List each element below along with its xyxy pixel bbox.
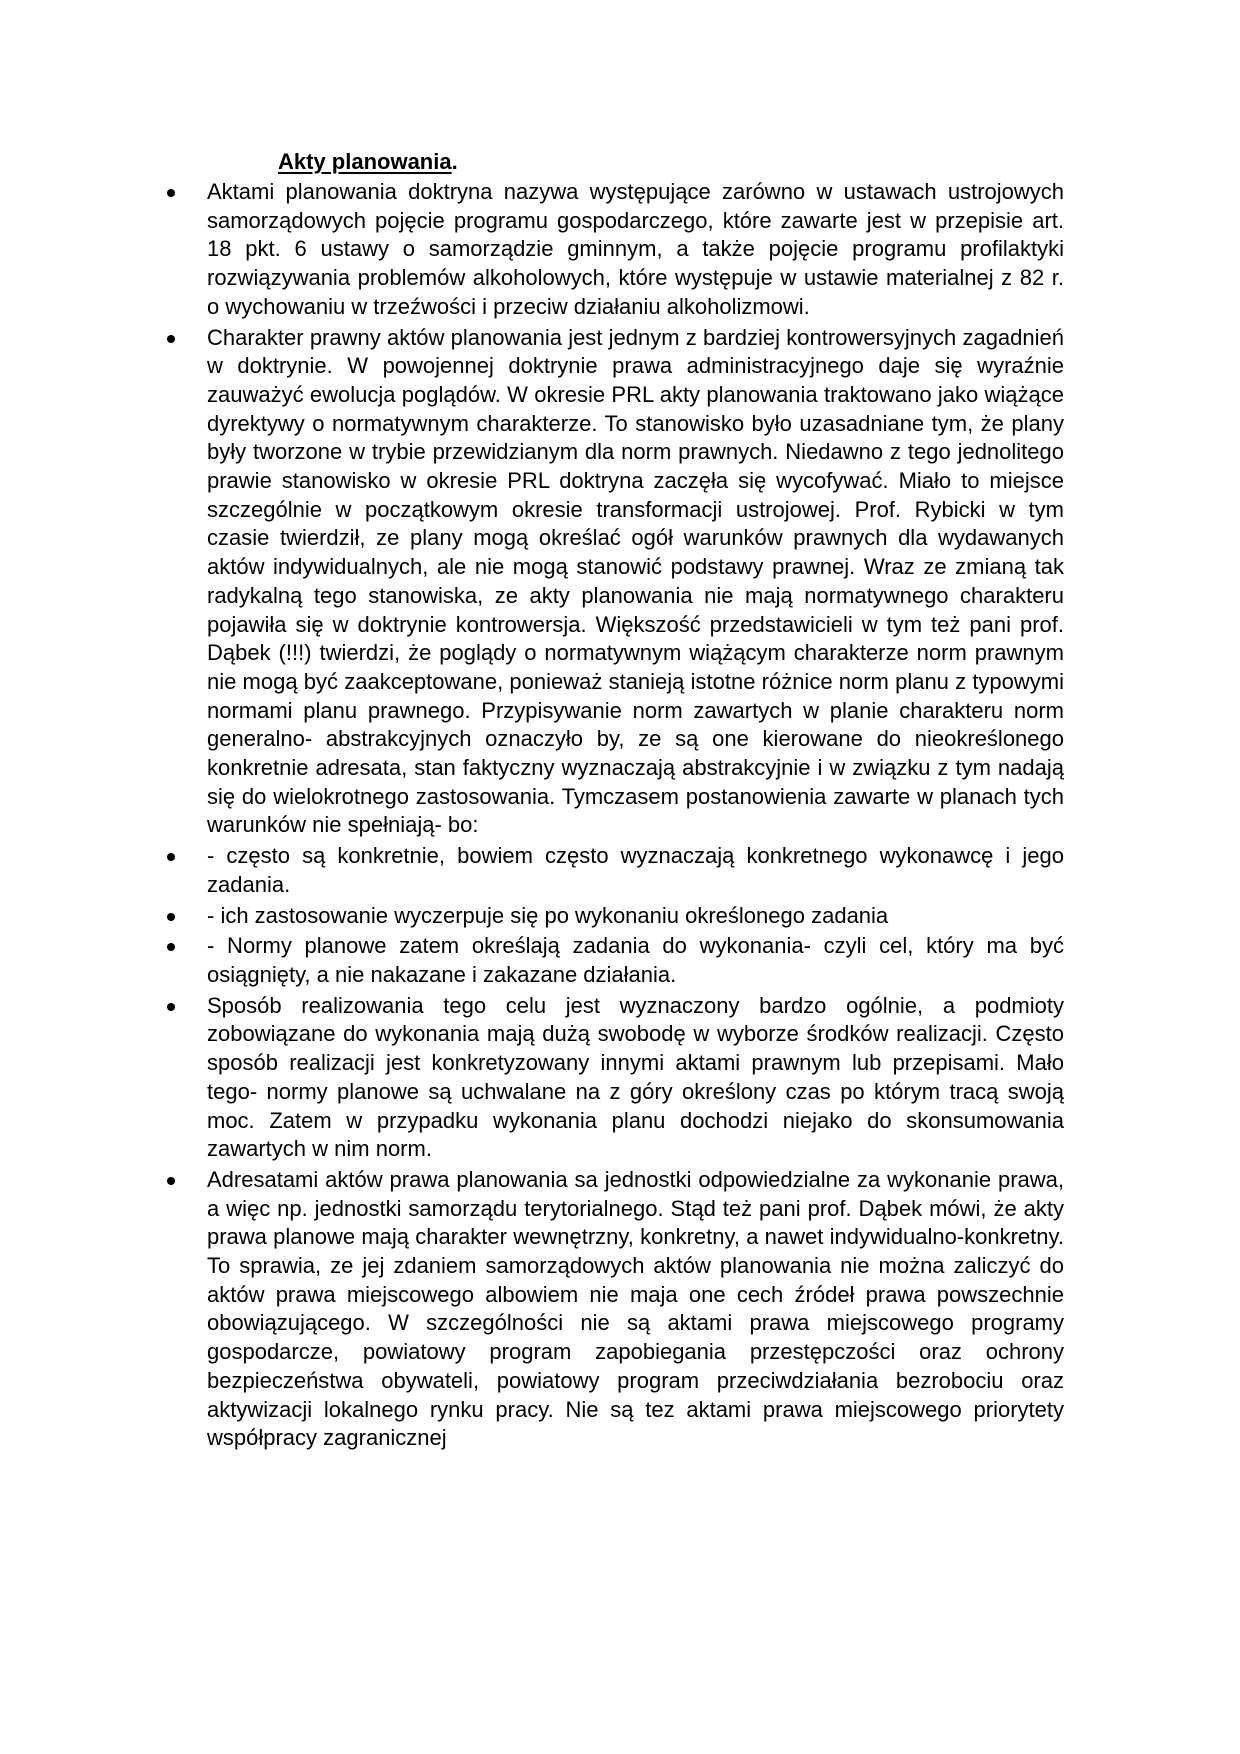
paragraph-text: Sposób realizowania tego celu jest wyznaczony bardzo ogólnie, a podmioty zobowiązane do wykonania mają dużą swobodę w wyborze środków realizacji. Często sposób realizacji jest konkretyzowany innymi aktami prawnym lub przepisami. Mało tego- normy planowe są uchwalane na z góry określony czas po którym tracą swoją moc. Zatem w przypadku wykonania planu dochodzi niejako do skonsumowania zawartych w nim norm.	[207, 992, 1064, 1162]
document-body	[160, 178, 1064, 1455]
list-item	[160, 842, 1064, 899]
page-title	[278, 148, 458, 176]
bullet-icon	[167, 1003, 175, 1011]
title-suffix: .	[451, 149, 458, 174]
paragraph-text: - Normy planowe zatem określają zadania do wykonania- czyli cel, który ma być osiągnięty, a nie nakazane i zakazane działania.	[207, 933, 1064, 987]
bullet-icon	[167, 853, 175, 861]
bullet-list	[160, 178, 1064, 1453]
bullet-icon	[167, 1177, 175, 1185]
paragraph-text: Charakter prawny aktów planowania jest jednym z bardziej kontrowersyjnych zagadnień w doktrynie. W powojennej doktrynie prawa administracyjnego daje się wyraźnie zauważyć ewolucja poglądów. W okresie PRL akty planowania traktowano jako wiążące dyrektywy o normatywnym charakterze. To stanowisko było uzasadniane tym, że plany były tworzone w trybie przewidzianym dla norm prawnych. Niedawno z tego jednolitego prawie stanowisko w okresie PRL doktryna zaczęła się wycofywać. Miało to miejsce szczególnie w początkowym okresie transformacji ustrojowej. Prof. Rybicki w tym czasie twierdził, ze plany mogą określać ogół warunków prawnych dla wydawanych aktów indywidualnych, ale nie mogą stanowić podstawy prawnej. Wraz ze zmianą tak radykalną tego stanowiska, ze akty planowania nie mają normatywnego charakteru pojawiła się w doktrynie kontrowersja. Większość przedstawicieli w tym też pani prof. Dąbek (!!!) twierdzi, że poglądy o normatywnym wiążącym charakterze norm prawnym nie mogą być zaakceptowane, ponieważ stanieją istotne różnice norm planu z typowymi normami planu prawnego. Przypisywanie norm zawartych w planie charakteru norm generalno- abstrakcyjnych oznaczyło by, ze są one kierowane do nieokreślonego konkretnie adresata, stan faktyczny wyznaczają abstrakcyjnie i w związku z tym nadają się do wielokrotnego zastosowania. Tymczasem postanowienia zawarte w planach tych warunków nie spełniają- bo:	[207, 324, 1064, 838]
paragraph-text: - często są konkretnie, bowiem często wyznaczają konkretnego wykonawcę i jego zadania.	[207, 843, 1064, 897]
paragraph-text: Aktami planowania doktryna nazywa występujące zarówno w ustawach ustrojowych samorządowych pojęcie programu gospodarczego, które zawarte jest w przepisie art. 18 pkt. 6 ustawy o samorządzie gminnym, a także pojęcie programu profilaktyki rozwiązywania problemów alkoholowych, które występuje w ustawie materialnej z 82 r. o wychowaniu w trzeźwości i przeciw działaniu alkoholizmowi.	[207, 179, 1064, 319]
paragraph-text: Adresatami aktów prawa planowania sa jednostki odpowiedzialne za wykonanie prawa, a więc np. jednostki samorządu terytorialnego. Stąd też pani prof. Dąbek mówi, że akty prawa planowe mają charakter wewnętrzny, konkretny, a nawet indywidualno-konkretny. To sprawia, ze jej zdaniem samorządowych aktów planowania nie można zaliczyć do aktów prawa miejscowego albowiem nie maja one cech źródeł prawa powszechnie obowiązującego. W szczególności nie są aktami prawa miejscowego programy gospodarcze, powiatowy program zapobiegania przestępczości oraz ochrony bezpieczeństwa obywateli, powiatowy program przeciwdziałania bezrobociu oraz aktywizacji lokalnego rynku pracy. Nie są tez aktami prawa miejscowego priorytety współpracy zagranicznej	[207, 1166, 1064, 1451]
list-item	[160, 324, 1064, 841]
list-item	[160, 1166, 1064, 1453]
list-item	[160, 992, 1064, 1164]
paragraph-text: - ich zastosowanie wyczerpuje się po wykonaniu określonego zadania	[207, 902, 889, 928]
bullet-icon	[167, 943, 175, 951]
list-item	[160, 932, 1064, 989]
bullet-icon	[167, 913, 175, 921]
list-item	[160, 902, 1064, 931]
bullet-icon	[167, 189, 175, 197]
list-item	[160, 178, 1064, 322]
title-text: Akty planowania	[278, 149, 452, 174]
bullet-icon	[167, 335, 175, 343]
